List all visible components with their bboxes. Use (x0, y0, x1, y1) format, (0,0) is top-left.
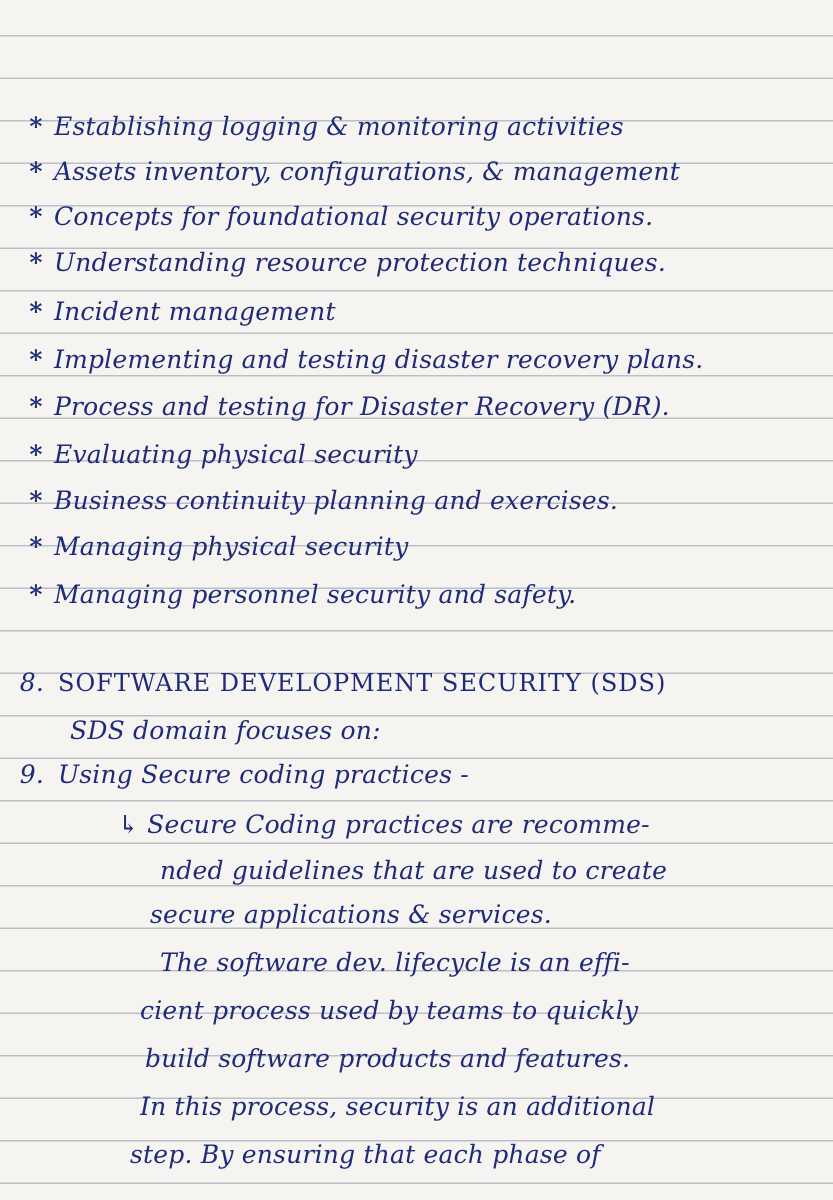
bullet-star: * (29, 440, 43, 469)
bullet-star: * (29, 345, 43, 374)
list-item (18, 532, 833, 572)
paragraph-line: secure applications & services. (150, 900, 552, 929)
list-item (18, 392, 833, 432)
list-item (18, 486, 833, 526)
list-item-text: Concepts for foundational security operations. (54, 202, 654, 231)
bullet-star: * (29, 580, 43, 609)
list-item-text: Evaluating physical security (54, 440, 418, 469)
paragraph-line: In this process, security is an additional (140, 1092, 656, 1121)
section-number: 8. (19, 668, 44, 697)
paragraph-line: cient process used by teams to quickly (140, 996, 639, 1025)
list-item (18, 440, 833, 480)
list-item (18, 248, 833, 288)
paragraph-line: nded guidelines that are used to create (160, 856, 668, 885)
list-item-text: Business continuity planning and exercises. (54, 486, 619, 515)
list-item-text: Implementing and testing disaster recovery plans. (54, 345, 704, 374)
list-item-text: Understanding resource protection techniques. (54, 248, 666, 277)
item-number: 9. (19, 760, 44, 789)
list-item-text: Establishing logging & monitoring activities (54, 112, 624, 141)
section-heading (0, 668, 833, 708)
bullet-star: * (29, 112, 43, 141)
list-item (18, 112, 833, 152)
list-item-text: Managing physical security (54, 532, 409, 561)
item-title: Using Secure coding practices - (58, 760, 469, 789)
bullet-star: * (29, 486, 43, 515)
list-item (18, 157, 833, 197)
bullet-star: * (29, 392, 43, 421)
bullet-star: * (29, 297, 43, 326)
list-item (18, 297, 833, 337)
bullet-star: * (29, 202, 43, 231)
bullet-star: * (29, 248, 43, 277)
list-item-text: Process and testing for Disaster Recovery (DR). (54, 392, 670, 421)
list-item (18, 580, 833, 620)
list-item (18, 202, 833, 242)
section-title: SOFTWARE DEVELOPMENT SECURITY (SDS) (58, 669, 667, 697)
paragraph-line: step. By ensuring that each phase of (130, 1140, 601, 1169)
list-item-text: Assets inventory, configurations, & management (54, 157, 680, 186)
list-item-text: Managing personnel security and safety. (54, 580, 577, 609)
arrow-icon: ↳ (118, 810, 140, 839)
bullet-star: * (29, 157, 43, 186)
bullet-star: * (29, 532, 43, 561)
paragraph-line: build software products and features. (145, 1044, 631, 1073)
list-item (18, 345, 833, 385)
paragraph-text: Secure Coding practices are recomme- (147, 810, 650, 839)
item-heading (0, 760, 833, 800)
paragraph-line (118, 810, 833, 850)
section-intro: SDS domain focuses on: (70, 716, 381, 745)
list-item-text: Incident management (54, 297, 336, 326)
paragraph-line: The software dev. lifecycle is an effi- (160, 948, 630, 977)
